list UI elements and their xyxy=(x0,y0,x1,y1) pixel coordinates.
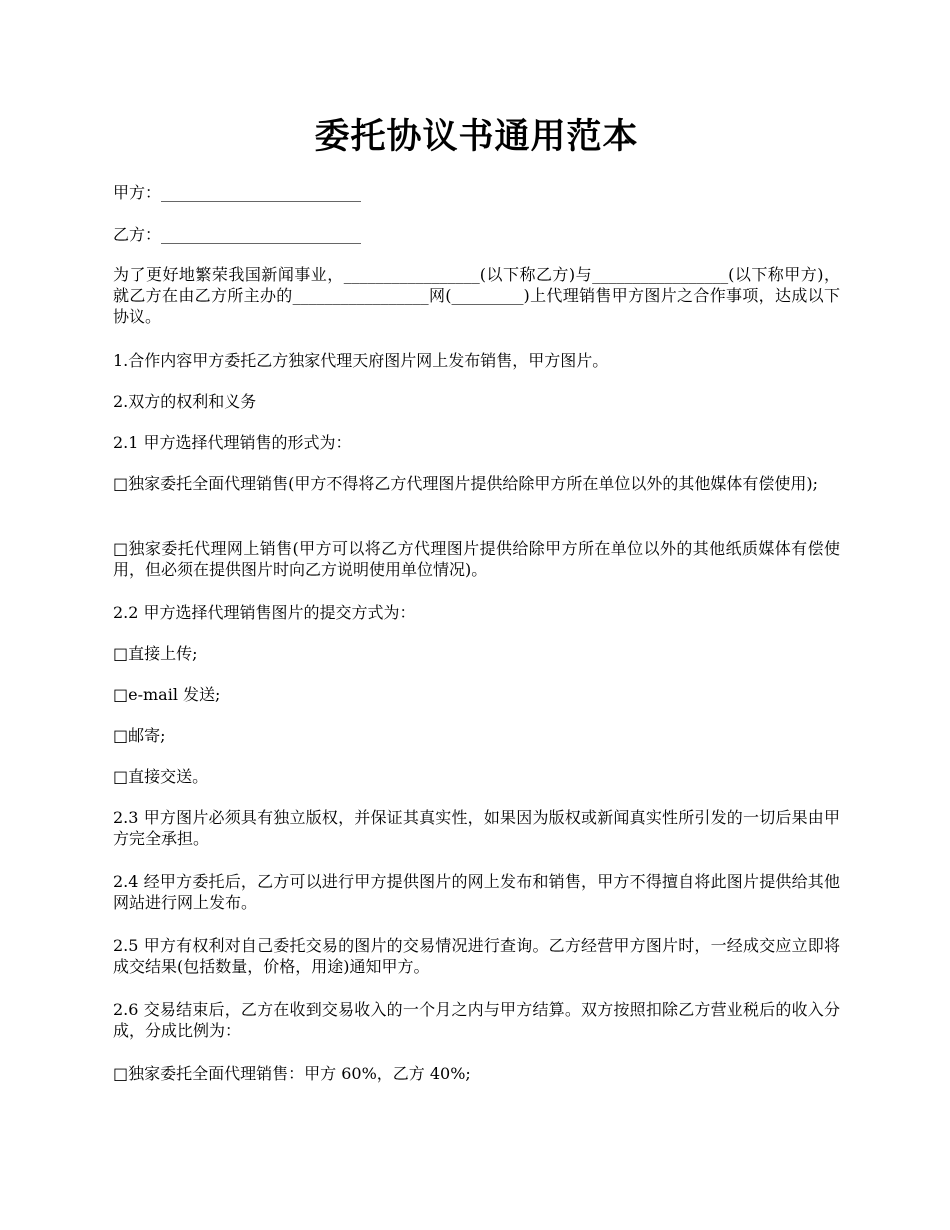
clause-2-heading: 2.双方的权利和义务 xyxy=(113,392,257,411)
option-full-agency: □独家委托全面代理销售(甲方不得将乙方代理图片提供给除甲方所在单位以外的其他媒体有偿使用); xyxy=(113,474,818,493)
clause-2-3: 2.3 甲方图片必须具有独立版权，并保证其真实性，如果因为版权或新闻真实性所引发的一切后果由甲方完全承担。 xyxy=(113,808,840,848)
clause-2-4: 2.4 经甲方委托后，乙方可以进行甲方提供图片的网上发布和销售，甲方不得擅自将此图片提供给其他网站进行网上发布。 xyxy=(113,872,840,912)
option-direct-upload: □直接上传; xyxy=(113,644,198,663)
option-mail: □邮寄; xyxy=(113,726,166,745)
clause-2-5: 2.5 甲方有权利对自己委托交易的图片的交易情况进行查询。乙方经营甲方图片时，一经成交应立即将成交结果(包括数量，价格，用途)通知甲方。 xyxy=(113,936,840,976)
option-full-agency-split: □独家委托全面代理销售：甲方 60%，乙方 40%; xyxy=(113,1064,471,1083)
intro-paragraph: 为了更好地繁荣我国新闻事业，_________________(以下称乙方)与_________________(以下称甲方)，就乙方在由乙方所主办的_________________网(_________)上代理销售甲方图片之合作事项，达成以下协议。 xyxy=(113,265,840,326)
clause-2-1: 2.1 甲方选择代理销售的形式为： xyxy=(113,433,352,452)
clause-2-6: 2.6 交易结束后，乙方在收到交易收入的一个月之内与甲方结算。双方按照扣除乙方营业税后的收入分成，分成比例为： xyxy=(113,1000,840,1040)
clause-1: 1.合作内容甲方委托乙方独家代理天府图片网上发布销售，甲方图片。 xyxy=(113,351,609,370)
option-email: □e-mail 发送; xyxy=(113,685,221,704)
option-online-agency: □独家委托代理网上销售(甲方可以将乙方代理图片提供给除甲方所在单位以外的其他纸质媒体有偿使用，但必须在提供图片时向乙方说明使用单位情况)。 xyxy=(113,539,840,579)
clause-2-2: 2.2 甲方选择代理销售图片的提交方式为： xyxy=(113,603,416,622)
party-a-line: 甲方：_________________________ xyxy=(113,183,362,202)
document-title: 委托协议书通用范本 xyxy=(314,116,639,157)
party-b-line: 乙方：_________________________ xyxy=(113,225,362,244)
option-hand-delivery: □直接交送。 xyxy=(113,767,209,786)
